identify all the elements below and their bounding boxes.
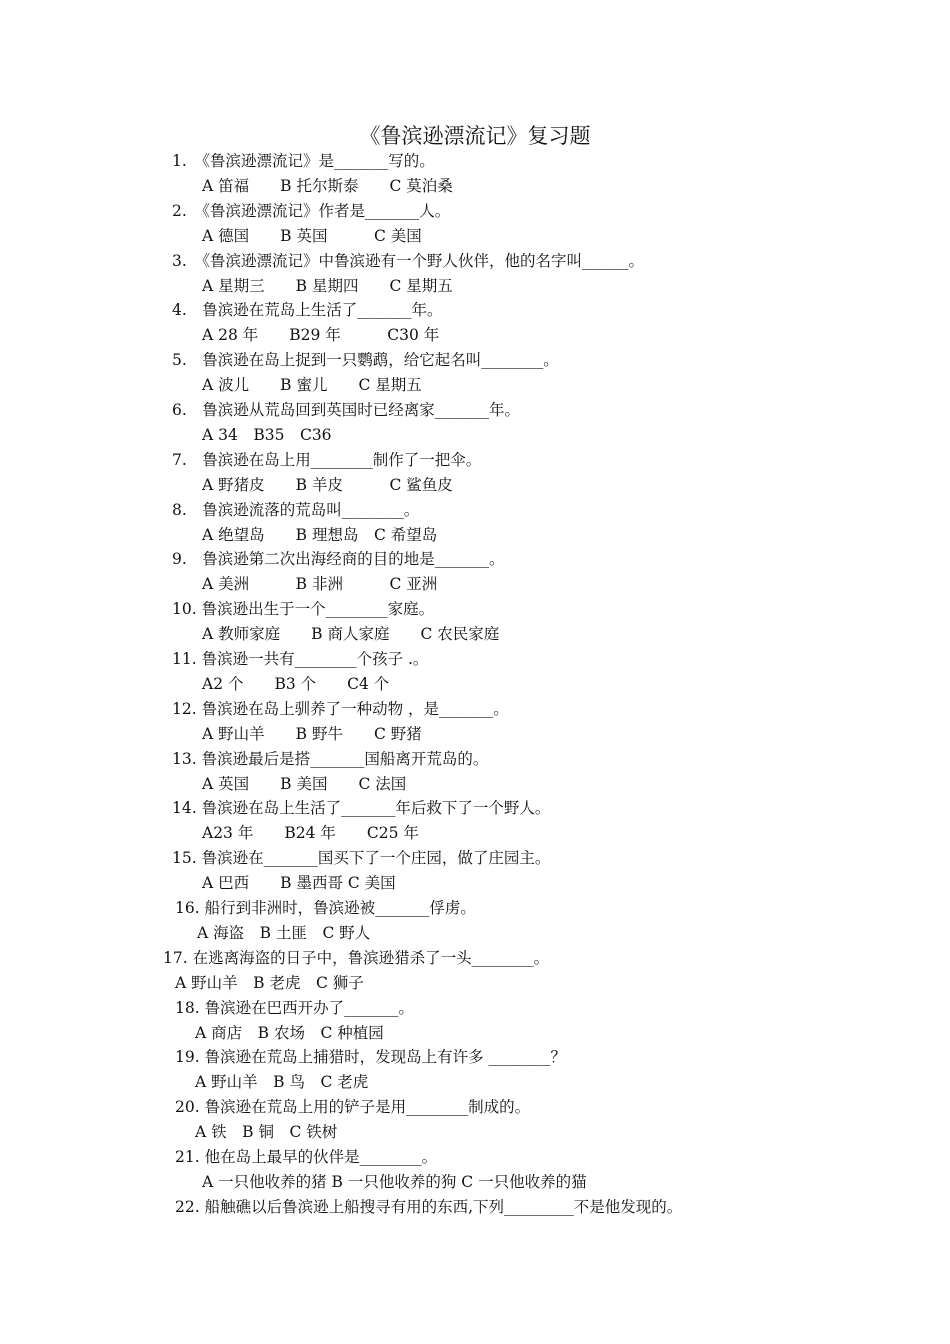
question-3: 3. 《鲁滨逊漂流记》中鲁滨逊有一个野人伙伴，他的名字叫______。 — [172, 251, 645, 270]
question-21: 21. 他在岛上最早的伙伴是________。 — [175, 1148, 438, 1166]
question-18: 18. 鲁滨逊在巴西开办了_______。 — [175, 998, 414, 1017]
question-16: 16. 船行到非洲时，鲁滨逊被_______俘虏。 — [175, 899, 476, 917]
question-4: 4. 鲁滨逊在荒岛上生活了_______年。 — [172, 301, 443, 320]
question-9: 9. 鲁滨逊第二次出海经商的目的地是_______。 — [172, 550, 505, 569]
question-13: 13. 鲁滨逊最后是搭_______国船离开荒岛的。 — [172, 749, 489, 768]
question-1: 1. 《鲁滨逊漂流记》是_______写的。 — [172, 152, 435, 170]
question-17: 17. 在逃离海盗的日子中，鲁滨逊猎杀了一头________。 — [163, 948, 550, 967]
question-8: 8. 鲁滨逊流落的荒岛叫________。 — [172, 500, 420, 519]
options-9: A 美洲 B 非洲 C 亚洲 — [202, 575, 438, 594]
options-17: A 野山羊 B 老虎 C 狮子 — [175, 973, 364, 992]
options-5: A 波儿 B 蜜儿 C 星期五 — [202, 376, 422, 395]
options-8: A 绝望岛 B 理想岛 C 希望岛 — [202, 525, 438, 544]
question-22: 22. 船触礁以后鲁滨逊上船搜寻有用的东西,下列_________不是他发现的。 — [175, 1197, 683, 1216]
options-21: A 一只他收养的猪 B 一只他收养的狗 C 一只他收养的猫 — [202, 1173, 587, 1191]
question-14: 14. 鲁滨逊在岛上生活了_______年后救下了一个野人。 — [172, 799, 551, 818]
question-6: 6. 鲁滨逊从荒岛回到英国时已经离家_______年。 — [172, 401, 521, 419]
options-18: A 商店 B 农场 C 种植园 — [195, 1023, 384, 1042]
options-6: A 34 B35 C36 — [202, 426, 332, 444]
options-12: A 野山羊 B 野牛 C 野猪 — [202, 724, 422, 743]
options-4: A 28 年 B29 年 C30 年 — [202, 326, 440, 345]
question-2: 2. 《鲁滨逊漂流记》作者是_______人。 — [172, 201, 451, 220]
options-11: A2 个 B3 个 C4 个 — [202, 675, 390, 693]
options-13: A 英国 B 美国 C 法国 — [202, 774, 407, 793]
options-20: A 铁 B 铜 C 铁树 — [195, 1123, 338, 1142]
options-16: A 海盗 B 土匪 C 野人 — [197, 924, 371, 942]
document-title: 《鲁滨逊漂流记》复习题 — [359, 124, 591, 148]
options-3: A 星期三 B 星期四 C 星期五 — [202, 276, 453, 295]
options-2: A 德国 B 英国 C 美国 — [202, 226, 422, 245]
question-7: 7. 鲁滨逊在岛上用________制作了一把伞。 — [172, 450, 482, 469]
question-15: 15. 鲁滨逊在_______国买下了一个庄园，做了庄园主。 — [172, 849, 551, 868]
options-14: A23 年 B24 年 C25 年 — [202, 824, 419, 843]
question-10: 10. 鲁滨逊出生于一个________家庭。 — [172, 600, 435, 619]
options-19: A 野山羊 B 鸟 C 老虎 — [195, 1073, 369, 1092]
question-12: 12. 鲁滨逊在岛上驯养了一种动物 ，是_______。 — [172, 699, 509, 718]
options-10: A 教师家庭 B 商人家庭 C 农民家庭 — [202, 625, 500, 644]
question-11: 11. 鲁滨逊一共有________个孩子 .。 — [172, 650, 429, 668]
question-5: 5. 鲁滨逊在岛上捉到一只鹦鹉，给它起名叫________。 — [172, 351, 559, 370]
options-1: A 笛福 B 托尔斯泰 C 莫泊桑 — [202, 177, 453, 195]
options-7: A 野猪皮 B 羊皮 C 鲨鱼皮 — [202, 475, 453, 494]
question-19: 19. 鲁滨逊在荒岛上捕猎时，发现岛上有许多 ________？ — [175, 1048, 567, 1067]
options-15: A 巴西 B 墨西哥 C 美国 — [202, 874, 396, 893]
question-20: 20. 鲁滨逊在荒岛上用的铲子是用________制成的。 — [175, 1098, 531, 1117]
